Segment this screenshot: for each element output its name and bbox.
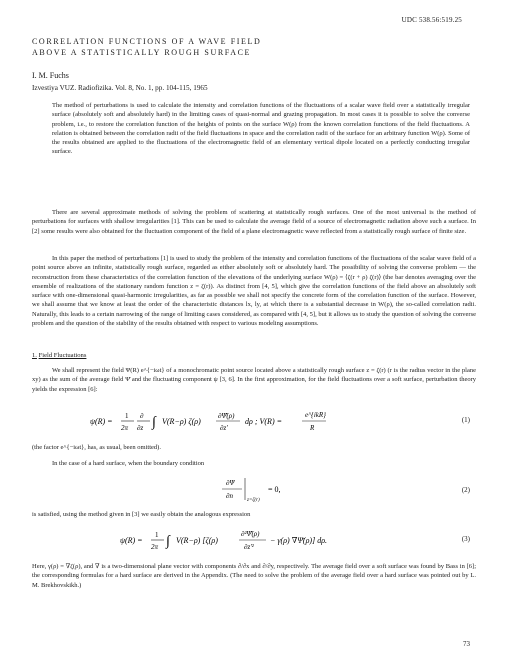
title-line-2: ABOVE A STATISTICALLY ROUGH SURFACE bbox=[32, 48, 252, 57]
svg-text:∂z: ∂z bbox=[137, 424, 144, 432]
section-paragraph-1: We shall represent the field Ψ(R) e^{−iωt} of a monochromatic point source located above a statistically rough surface z = ζ(r) (r is the radius vector in the plane xy) as the sum of the average field Ψ̄ and the fluctuating component ψ [3, 6]. In the first approximation, for the field fluctuations over a soft surface, perturbation theory yields the expression [6]: bbox=[32, 367, 476, 393]
svg-text:dρ ; V(R) =: dρ ; V(R) = bbox=[245, 417, 283, 426]
svg-text:= 0,: = 0, bbox=[268, 485, 281, 494]
section-number: 1. bbox=[32, 352, 37, 359]
svg-text:∫: ∫ bbox=[152, 415, 156, 430]
section-paragraph-3: is satisfied, using the method given in [3] we easily obtain the analogous expression bbox=[32, 511, 251, 518]
equation-1-number: (1) bbox=[461, 416, 470, 424]
svg-text:∂z': ∂z' bbox=[220, 424, 228, 432]
svg-text:1: 1 bbox=[155, 531, 159, 539]
svg-text:2π: 2π bbox=[151, 543, 159, 551]
svg-text:∂Ψ̄(ρ): ∂Ψ̄(ρ) bbox=[218, 412, 235, 420]
section-paragraph-2: In the case of a hard surface, when the boundary condition bbox=[52, 460, 205, 467]
equation-3-number: (3) bbox=[461, 535, 470, 543]
svg-text:∂²Ψ̄(ρ): ∂²Ψ̄(ρ) bbox=[241, 530, 260, 538]
section-heading bbox=[32, 352, 86, 359]
svg-text:− γ(ρ) ∇Ψ̄(ρ)] dρ.: − γ(ρ) ∇Ψ̄(ρ)] dρ. bbox=[270, 536, 328, 545]
intro-paragraph-1: There are several approximate methods of solving the problem of scattering at statistically rough surfaces. One of the most universal is the method of perturbations for surfaces with shallow irregularities [1]. This can be used to calculate the average field of a source of electromagnetic radiation above such a surface. In [2] some results were also obtained for the fluctuation component of the field of a plane electromagnetic wave reflected from a statistically rough surface of finite size. bbox=[32, 209, 476, 235]
svg-text:z=ζ(r): z=ζ(r) bbox=[247, 498, 260, 503]
svg-text:ψ(R) =: ψ(R) = bbox=[120, 536, 143, 545]
section-paragraph-4: Here, γ(ρ) = ∇ζ(ρ), and ∇ is a two-dimensional plane vector with components ∂/∂x and ∂/∂y, respectively. The average field over a soft surface was found by Bass in [6]; the corresponding formulas for a hard surface are derived in the Appendix. (The need to solve the problem of the average field over a hard surface was pointed out by L. M. Brekhovskikh.) bbox=[32, 563, 476, 589]
equation-1-note: (the factor e^{−iωt}, has, as usual, been omitted). bbox=[32, 444, 161, 451]
svg-text:∫: ∫ bbox=[166, 534, 170, 549]
equation-2-number: (2) bbox=[461, 486, 470, 494]
svg-text:2π: 2π bbox=[121, 424, 129, 432]
svg-text:∂Ψ: ∂Ψ bbox=[226, 479, 235, 487]
section-title: Field Fluctuations bbox=[38, 352, 87, 359]
paper-title bbox=[32, 36, 261, 58]
svg-text:ψ(R) =: ψ(R) = bbox=[90, 417, 113, 426]
page-number: 73 bbox=[463, 640, 470, 648]
svg-text:∂z'²: ∂z'² bbox=[244, 543, 254, 551]
svg-text:∂n: ∂n bbox=[226, 492, 233, 500]
intro-paragraph-2: In this paper the method of perturbations [1] is used to study the problem of the intensity and correlation functions of the fluctuations of the scalar wave field of a point source above an infinite, statistically rough surface, regarded as either absolutely soft or absolutely hard. The possibility of solving the converse problem — the reconstruction from these characteristics of the correlation function of the elevations of the underlying surface W(ρ) = ⟨ζ(r + ρ) ζ(r)⟩ (the bar denotes averaging over the ensemble of realizations of the stationary random function z = ζ(r)). As distinct from [4, 5], which give the correlation functions of the field above an absolutely soft surface with one-dimensional quasi-harmonic irregularities, as far as possible we shall not specify the concrete form of the correlation function of the surface. However, we shall assume that we know at least the order of the characteristic distances lx, ly, at which there is a substantial decrease in W(ρ), the so-called correlation radii. Naturally, this leads to a certain narrowing of the range of limiting cases considered, as compared with [4, 5], but it allows us to study the question of solving the converse problem and the question of the stability of the results obtained with respect to various modeling assumptions. bbox=[32, 255, 476, 328]
equation-3 bbox=[120, 523, 420, 557]
svg-text:V(R−ρ) ζ(ρ): V(R−ρ) ζ(ρ) bbox=[162, 417, 201, 426]
journal-citation: Izvestiya VUZ. Radiofizika. Vol. 8, No. 1, pp. 104-115, 1965 bbox=[32, 84, 208, 92]
udc-code: UDC 538.56:519.25 bbox=[401, 16, 462, 24]
equation-2 bbox=[220, 474, 300, 504]
equation-1 bbox=[90, 404, 420, 438]
author: I. M. Fuchs bbox=[32, 71, 69, 80]
svg-text:∂: ∂ bbox=[140, 412, 144, 420]
svg-text:R: R bbox=[310, 424, 315, 432]
title-line-1: CORRELATION FUNCTIONS OF A WAVE FIELD bbox=[32, 37, 262, 46]
svg-text:e^{ikR}: e^{ikR} bbox=[305, 411, 326, 419]
abstract: The method of perturbations is used to calculate the intensity and correlation functions of the fluctuations of a scalar wave field over a statistically irregular surface (absolutely soft and absolutely hard) in the limiting cases of quasi-normal and grazing propagation. In most cases it is possible to solve the converse problem, i.e., to restore the correlation function of the heights of points on the surface W(ρ) from the known correlation functions of the field fluctuations. A relation is obtained between the correlation radii of the field fluctuations in space and the correlation radii of the surface for an arbitrary function W(ρ). Some of the results obtained are applied to the fluctuations of the electromagnetic field of an elementary vertical dipole located on a perfectly conducting irregular surface. bbox=[52, 102, 470, 156]
svg-text:1: 1 bbox=[125, 412, 129, 420]
svg-text:V(R−ρ) [ζ(ρ): V(R−ρ) [ζ(ρ) bbox=[176, 536, 218, 545]
